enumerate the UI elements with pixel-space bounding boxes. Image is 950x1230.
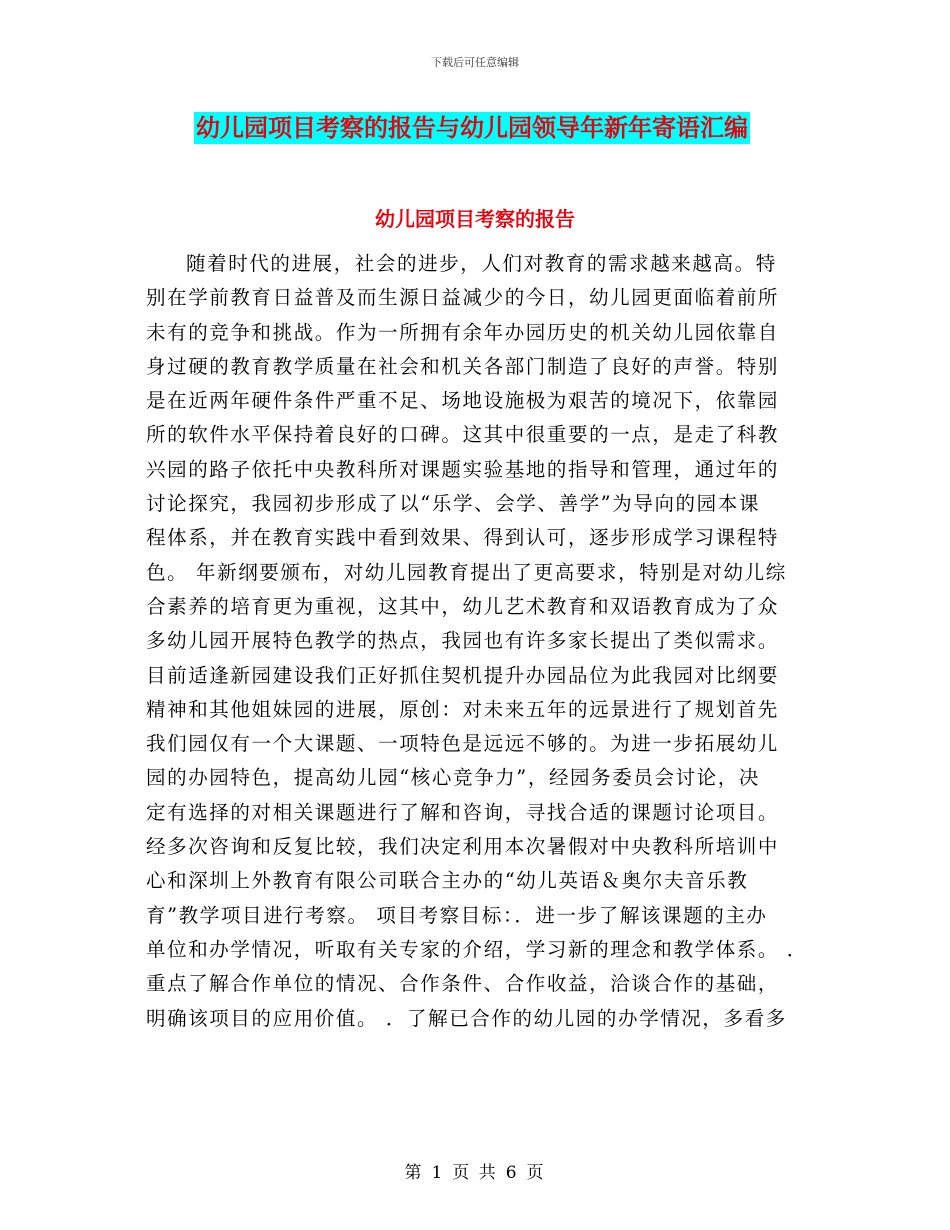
footer-prefix: 第 <box>404 1163 424 1183</box>
body-line: 未有的竞争和挑战。作为一所拥有余年办园历史的机关幼儿园依靠自 <box>146 320 780 344</box>
body-line: 心和深圳上外教育有限公司联合主办的“幼儿英语＆奥尔夫音乐教 <box>146 869 749 893</box>
body-line: 所的软件水平保持着良好的口碑。这其中很重要的一点，是走了科教 <box>146 423 780 447</box>
body-line: 我们园仅有一个大课题、一项特色是远远不够的。为进一步拓展幼儿 <box>146 732 780 756</box>
body-line: 重点了解合作单位的情况、合作条件、合作收益，洽谈合作的基础， <box>146 972 780 996</box>
body-line: 色。 年新纲要颁布，对幼儿园教育提出了更高要求，特别是对幼儿综 <box>146 560 787 584</box>
body-line: 随着时代的进展，社会的进步，人们对教育的需求越来越高。特 <box>186 252 777 275</box>
body-line: 是在近两年硬件条件严重不足、场地设施极为艰苦的境况下，依靠园 <box>146 389 780 413</box>
page-footer <box>0 1158 950 1183</box>
page-total: 6 <box>505 1163 519 1183</box>
body-line: 目前适逢新园建设我们正好抓住契机提升办园品位为此我园对比纲要 <box>146 663 780 687</box>
body-line: 定有选择的对相关课题进行了解和咨询，寻找合适的课题讨论项目。 <box>146 800 780 824</box>
body-line: 兴园的路子依托中央教科所对课题实验基地的指导和管理，通过年的 <box>146 457 780 481</box>
body-line: 程体系，并在教育实践中看到效果、得到认可，逐步形成学习课程特 <box>146 526 780 550</box>
body-text <box>146 247 806 1036</box>
footer-mid: 页 共 <box>452 1163 498 1183</box>
body-line: 单位和办学情况，听取有关专家的介绍，学习新的理念和教学体系。 ． <box>146 937 808 961</box>
body-line: 讨论探究，我园初步形成了以“乐学、会学、善学”为导向的园本课 <box>146 492 760 516</box>
body-line: 精神和其他姐妹园的进展，原创：对未来五年的远景进行了规划首先 <box>146 697 780 721</box>
body-line: 园的办园特色，提高幼儿园“核心竞争力”，经园务委员会讨论，决 <box>146 766 760 790</box>
body-line: 经多次咨询和反复比较，我们决定利用本次暑假对中央教科所培训中 <box>146 835 780 859</box>
header-note: 下载后可任意编辑 <box>431 56 519 69</box>
body-line: 多幼儿园开展特色教学的热点，我园也有许多家长提出了类似需求。 <box>146 629 780 653</box>
body-line: 合素养的培育更为重视，这其中，幼儿艺术教育和双语教育成为了众 <box>146 594 780 618</box>
section-title: 幼儿园项目考察的报告 <box>375 207 575 231</box>
body-line: 别在学前教育日益普及而生源日益减少的今日，幼儿园更面临着前所 <box>146 286 780 310</box>
page-number: 1 <box>431 1163 445 1183</box>
document-title: 幼儿园项目考察的报告与幼儿园领导年新年寄语汇编 <box>196 114 748 142</box>
body-line: 身过硬的教育教学质量在社会和机关各部门制造了良好的声誉。特别 <box>146 354 780 378</box>
footer-suffix: 页 <box>526 1163 546 1183</box>
body-line: 育”教学项目进行考察。 项目考察目标：．进一步了解该课题的主办 <box>146 903 768 927</box>
body-line: 明确该项目的应用价值。 ．了解已合作的幼儿园的办学情况，多看多 <box>146 1006 787 1030</box>
